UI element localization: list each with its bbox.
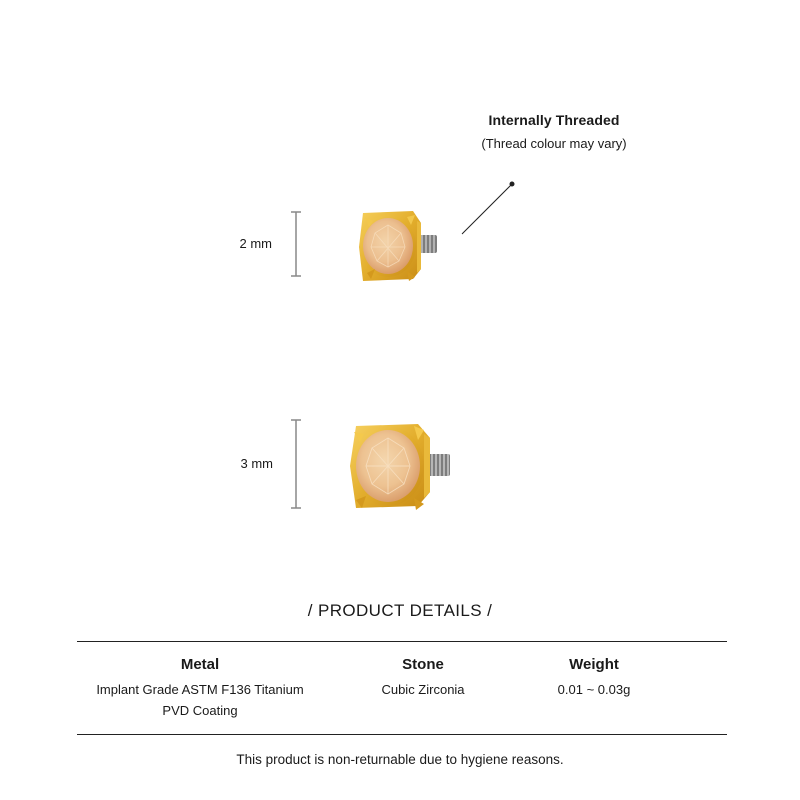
hygiene-return-note: This product is non-returnable due to hygiene reasons.: [236, 752, 564, 767]
callout-title: Internally Threaded: [488, 112, 620, 128]
product-details-heading: / PRODUCT DETAILS /: [307, 601, 493, 620]
size-label-2mm: 2 mm: [239, 236, 272, 251]
details-column-weight: [514, 656, 674, 700]
callout-subtitle: (Thread colour may vary): [481, 136, 627, 151]
details-value-weight: 0.01 ~ 0.03g: [557, 682, 631, 697]
details-top-rule: [77, 641, 727, 642]
dimension-bracket-icon: [289, 211, 303, 277]
details-column-metal: [80, 656, 320, 721]
details-header-metal: Metal: [180, 656, 220, 673]
stud-3mm-illustration: [346, 414, 456, 516]
stud-2mm-illustration: [355, 203, 445, 289]
details-value-stone: Cubic Zirconia: [381, 682, 465, 697]
details-header-stone: Stone: [402, 656, 444, 673]
size-label-3mm: 3 mm: [240, 456, 273, 471]
details-value-metal-line2: PVD Coating: [162, 703, 238, 718]
details-column-stone: [333, 656, 513, 700]
threaded-post-icon: [419, 235, 437, 253]
details-value-metal-line1: Implant Grade ASTM F136 Titanium: [96, 682, 304, 697]
leader-dot: [510, 182, 515, 187]
details-bottom-rule: [77, 734, 727, 735]
threaded-post-icon: [428, 454, 450, 476]
dimension-bracket-icon: [289, 419, 303, 509]
details-header-weight: Weight: [569, 656, 619, 673]
